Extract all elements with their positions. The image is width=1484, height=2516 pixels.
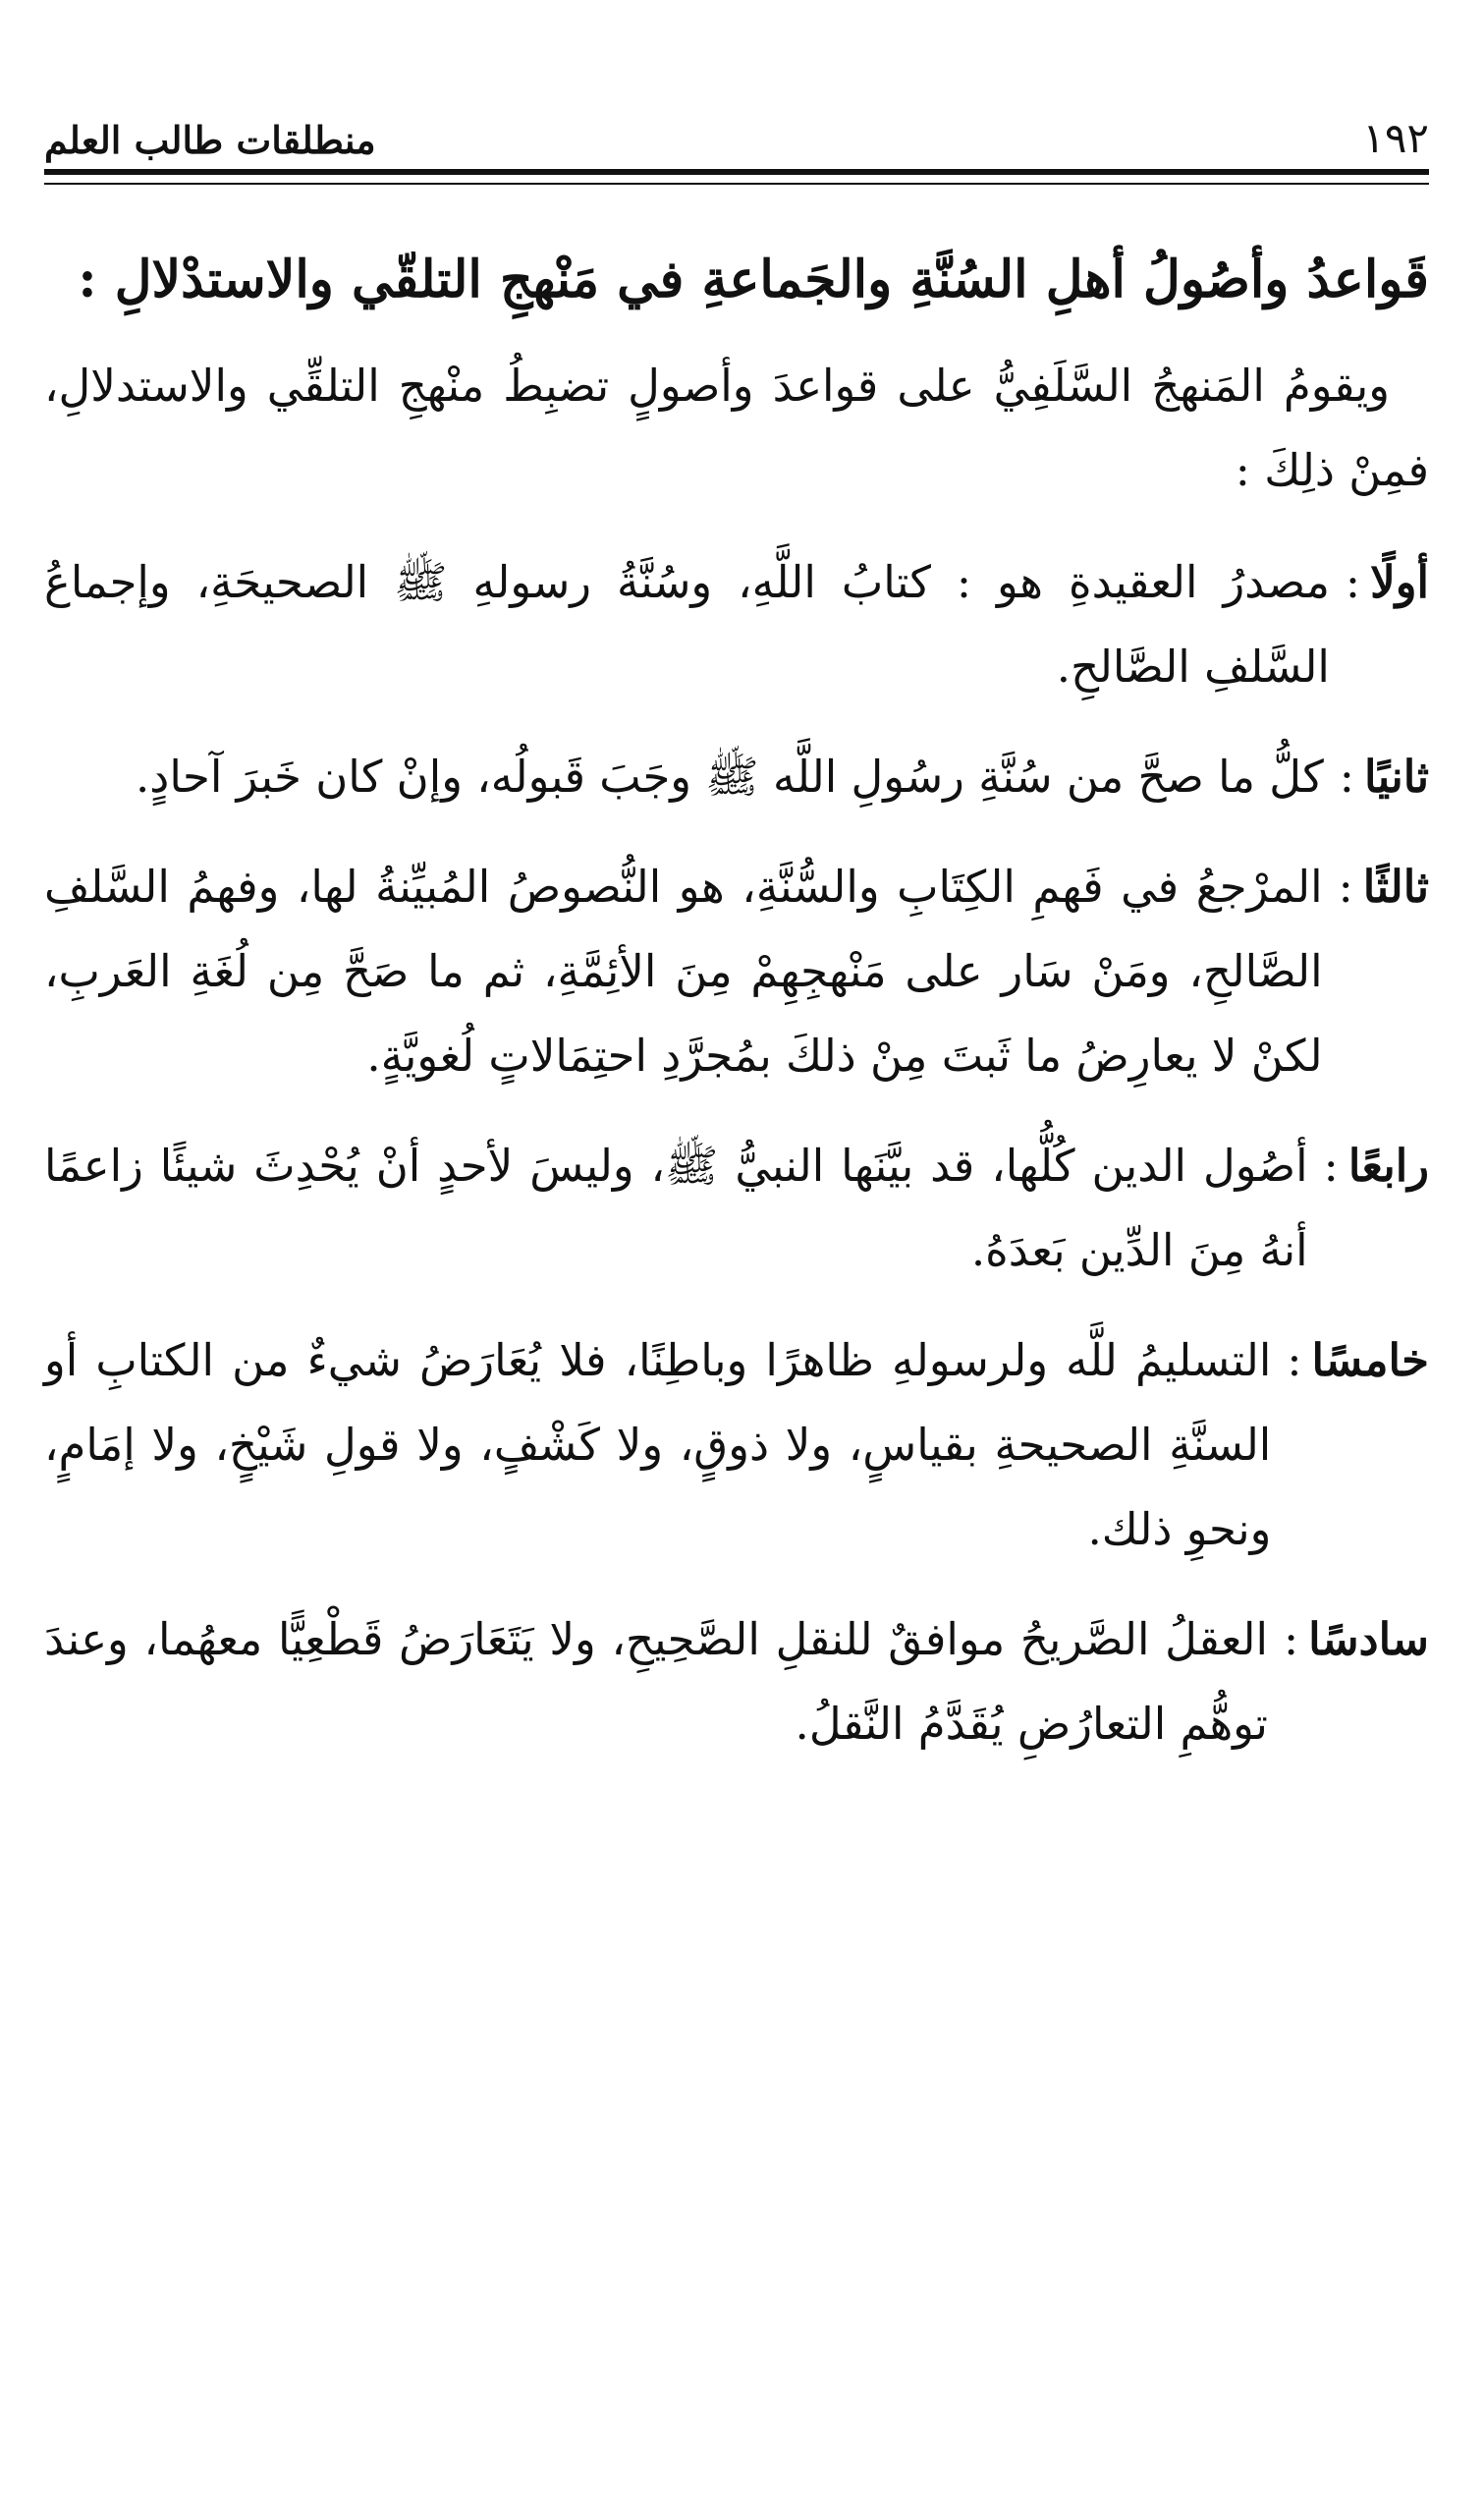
principle-text: أصُول الدين كُلُّها، قد بيَّنَها النبيُّ ﷺ، وليسَ لأحدٍ أنْ يُحْدِثَ شيئًا زاعمًا أنهُ مِنَ الدِّين بَعدَهُ.	[44, 1140, 1308, 1276]
principle-text: المرْجعُ في فَهمِ الكِتَابِ والسُّنَّةِ، هو النُّصوصُ المُبيِّنةُ لها، وفهمُ السَّلفِ الصَّالحِ، ومَنْ سَار على مَنْهجِهِمْ مِنَ الأئِمَّةِ، ثم ما صَحَّ مِن لُغَةِ العَربِ، لكنْ لا يعارِضُ ما ثَبتَ مِنْ ذلكَ بمُجرَّدِ احتِمَالاتٍ لُغويَّةٍ.	[44, 861, 1323, 1082]
principle-3	[44, 845, 1429, 1098]
principle-5	[44, 1318, 1429, 1572]
page-content	[44, 236, 1429, 1792]
principle-text: العقلُ الصَّريحُ موافقٌ للنقلِ الصَّحِيحِ، ولا يَتَعَارَضُ قَطْعِيًّا معهُما، وعندَ توهُّمِ التعارُضِ يُقَدَّمُ النَّقلُ.	[44, 1613, 1268, 1750]
principle-text: مصدرُ العقيدةِ هو : كتابُ اللَّهِ، وسُنَّةُ رسولهِ ﷺ الصحيحَةِ، وإجماعُ السَّلفِ الصَّالحِ.	[44, 556, 1330, 693]
principle-text: كلُّ ما صحَّ من سُنَّةِ رسُولِ اللَّه ﷺ وجَبَ قَبولُه، وإنْ كان خَبرَ آحادٍ.	[135, 751, 1324, 803]
intro-paragraph: ويقومُ المَنهجُ السَّلَفِيُّ على قواعدَ وأصولٍ تضبِطُ منْهجِ التلقِّي والاستدلالِ، فمِنْ ذلِكَ :	[44, 360, 1429, 496]
principle-label: أولًا	[1370, 556, 1429, 608]
running-header	[44, 93, 1429, 162]
section-title: قَواعدُ وأصُولُ أهلِ السُنَّةِ والجَماعةِ في مَنْهجِ التلقّي والاستدْلالِ :	[78, 250, 1429, 309]
principle-label: ثانيًا	[1363, 751, 1429, 803]
principle-colon: :	[1323, 1140, 1339, 1192]
header-rule-thin	[44, 183, 1429, 185]
principle-label: رابعًا	[1347, 1140, 1429, 1192]
principle-label: خامسًا	[1311, 1334, 1429, 1386]
book-page	[44, 0, 1429, 2516]
principle-6	[44, 1597, 1429, 1766]
principle-label: سادسًا	[1308, 1613, 1429, 1665]
principle-colon: :	[1339, 751, 1354, 803]
principle-4	[44, 1124, 1429, 1293]
principle-1	[44, 540, 1429, 709]
principle-colon: :	[1283, 1613, 1299, 1665]
principle-colon: :	[1287, 1334, 1302, 1386]
page-number: ١٩٢	[1362, 114, 1429, 162]
principle-2	[44, 735, 1429, 819]
principle-colon: :	[1345, 556, 1361, 608]
header-rule-thick	[44, 169, 1429, 175]
principle-colon: :	[1338, 861, 1353, 913]
book-title: منطلقات طالب العلم	[44, 118, 376, 162]
principle-text: التسليمُ للَّه ولرسولهِ ظاهرًا وباطِنًا، فلا يُعَارَضُ شيءٌ من الكتابِ أو السنَّةِ الصحيحةِ بقياسٍ، ولا ذوقٍ، ولا كَشْفٍ، ولا قولِ شَيْخٍ، ولا إمَامٍ، ونحوِ ذلك.	[44, 1334, 1272, 1555]
principle-label: ثالثًا	[1362, 861, 1429, 913]
